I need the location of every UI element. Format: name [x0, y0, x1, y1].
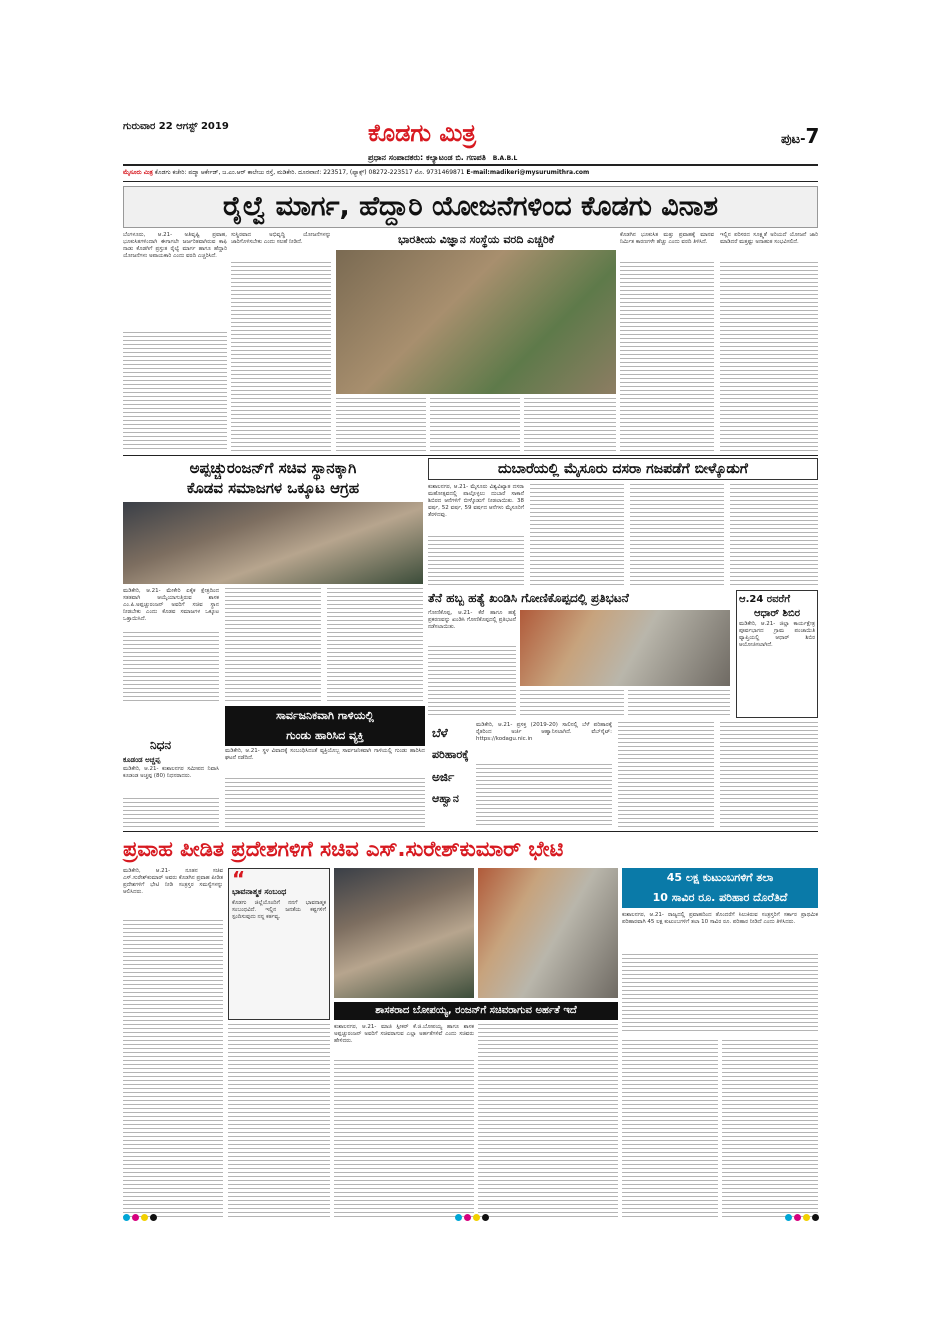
story2-headline	[123, 458, 423, 498]
crop-label-1: ಬೆಳೆ	[432, 726, 448, 740]
lead-col1: ಬೆಂಗಳೂರು, ಆ.21- ಅತಿವೃಷ್ಟಿ ಪ್ರವಾಹ, ಭೂಕುಸಿತಗಳಿಂದಾಗಿ ಈಗಾಗಲೇ ಜರ್ಜರಿತವಾಗಿರುವ ಕಾಫಿ ನಾಡು ಕೊಡಗಿಗೆ ಪ್ರಸ್ತುತ ರೈಲ್ವೆ ಮಾರ್ಗ ಹಾಗೂ ಹೆದ್ದಾರಿ ಯೋಜನೆಗಳು ಅಪಾಯಕಾರಿ ಎಂದು ವರದಿ ಎಚ್ಚರಿಸಿದೆ.	[123, 232, 227, 259]
register-dot-cyan-3	[785, 1214, 792, 1221]
contact-brand: ಮೈಸೂರು ಮಿತ್ರ	[123, 169, 153, 176]
quote-mark-icon: “	[232, 867, 246, 891]
lead-col2: ಸುಸ್ಥಿರವಾದ ಅಭಿವೃದ್ಧಿ ಯೋಜನೆಗಳನ್ನು ಜಾರಿಗೊಳಿಸಬೇಕು ಎಂದು ಸಲಹೆ ನೀಡಿದೆ.	[231, 232, 331, 245]
page-label-text: ಪುಟ-	[781, 132, 806, 147]
obit-text: ಮಡಿಕೇರಿ, ಆ.21- ಕುಶಾಲನಗರ ಸಮೀಪದ ನಿವಾಸಿ ಕೂಡಂಡ ಅಚ್ಚಪ್ಪ (80) ನಿಧನರಾದರು.	[123, 766, 219, 779]
crop-col3-body	[720, 722, 818, 828]
story4-col1-body	[428, 646, 516, 718]
story4-col2-body	[520, 690, 624, 718]
story7-col1-body	[622, 1040, 718, 1220]
story6-quote-title: ಭಾವನಾತ್ಮಕ ಸಂಬಂಧ	[232, 887, 287, 896]
aadhaar-headline-line1: ಆ.24 ರವರೆಗೆ	[739, 594, 791, 605]
story2-headline-line1: ಅಪ್ಪಚ್ಚುರಂಜನ್‌ಗೆ ಸಚಿವ ಸ್ಥಾನಕ್ಕಾಗಿ	[189, 459, 357, 477]
story5-body	[225, 778, 425, 828]
register-dot-yellow	[141, 1214, 148, 1221]
story6-photo-1	[334, 868, 474, 998]
page-number: 7	[805, 124, 820, 148]
aadhaar-box	[736, 590, 818, 718]
story4-col3-body	[628, 690, 730, 718]
page-label	[781, 124, 819, 148]
lead-landslide-photo	[336, 250, 616, 394]
register-dot-yellow-2	[473, 1214, 480, 1221]
story2-col2-body	[225, 588, 321, 702]
lead-col1-body	[123, 332, 227, 452]
story3-col1-body	[428, 536, 524, 586]
story5-headline-line2: ಗುಂಡು ಹಾರಿಸಿದ ವ್ಯಕ್ತಿ	[286, 729, 364, 742]
section-rule-1	[123, 455, 818, 456]
section-rule-2	[123, 831, 818, 832]
story7-text: ಕುಶಾಲನಗರ, ಆ.21- ರಾಜ್ಯದಲ್ಲಿ ಪ್ರವಾಹದಿಂದ ತೊಂದರೆಗೆ ಸಿಲುಕಿರುವ ಸಂತ್ರಸ್ತರಿಗೆ ಸರ್ಕಾರ ಪ್ರಾಥಮಿಕ ಪರಿಹಾರವಾಗಿ 45 ಲಕ್ಷ ಕುಟುಂಬಗಳಿಗೆ ತಲಾ 10 ಸಾವಿರ ರೂ. ಪರಿಹಾರ ನೀಡಿದೆ ಎಂದು ತಿಳಿಸಿದರು.	[622, 912, 818, 925]
story6-text: ಮಡಿಕೇರಿ, ಆ.21- ನೂತನ ಸಚಿವ ಎಸ್.ಸುರೇಶ್‌ಕುಮಾರ್ ಅವರು ಕೊಡಗಿನ ಪ್ರವಾಹ ಪೀಡಿತ ಪ್ರದೇಶಗಳಿಗೆ ಭೇಟಿ ನೀಡಿ ಸಂತ್ರಸ್ತರ ಸಮಸ್ಯೆಗಳನ್ನು ಆಲಿಸಿದರು.	[123, 868, 223, 895]
lead-headline-text: ರೈಲ್ವೆ ಮಾರ್ಗ, ಹೆದ್ದಾರಿ ಯೋಜನೆಗಳಿಂದ ಕೊಡಗು ವಿನಾಶ	[222, 191, 719, 222]
story6-col4-body	[478, 1024, 618, 1220]
lead-col3c-body	[524, 398, 616, 452]
lead-headline	[123, 186, 818, 228]
register-dot-magenta	[132, 1214, 139, 1221]
story7-headline-line1: 45 ಲಕ್ಷ ಕುಟುಂಬಗಳಿಗೆ ತಲಾ	[666, 871, 774, 884]
register-dot-black-2	[482, 1214, 489, 1221]
lead-kicker-text: ಭಾರತೀಯ ವಿಜ್ಞಾನ ಸಂಸ್ಥೆಯ ವರದಿ ಎಚ್ಚರಿಕೆ	[397, 233, 555, 246]
story4-headline	[428, 590, 728, 606]
story3-headline-text: ದುಬಾರೆಯಲ್ಲಿ ಮೈಸೂರು ದಸರಾ ಗಜಪಡೆಗೆ ಬೀಳ್ಕೊಡುಗೆ	[498, 461, 748, 477]
lead-col5-body	[720, 262, 818, 452]
aadhaar-text: ಮಡಿಕೇರಿ, ಆ.21- ಜಿಲ್ಲಾ ಕಾರ್ಯಕ್ಷೇತ್ರ ಪೂರ್ವಭಾಗದ ಗ್ರಾಮ ಪಂಚಾಯಿತಿ ವ್ಯಾಪ್ತಿಯಲ್ಲಿ ಆಧಾರ್ ಶಿಬಿರ ಆಯೋಜಿಸಲಾಗಿದೆ.	[739, 621, 815, 648]
story3-headline	[428, 458, 818, 480]
obit-body	[123, 798, 219, 828]
story6-headline	[123, 834, 818, 864]
crop-label-box	[432, 722, 472, 828]
story3-col3-body	[630, 484, 724, 586]
register-dot-magenta-3	[794, 1214, 801, 1221]
story6-caption	[334, 1002, 618, 1020]
contact-email: E-mail:madikeri@mysurumithra.com	[466, 169, 590, 176]
story2-meeting-photo	[123, 502, 423, 584]
lead-col2-body	[231, 262, 331, 452]
story7-headline-line2: 10 ಸಾವಿರ ರೂ. ಪರಿಹಾರ ದೊರೆತಿದೆ	[652, 891, 788, 904]
header-rule-bottom	[123, 181, 818, 182]
story2-col1-body	[123, 632, 219, 702]
story5-text: ಮಡಿಕೇರಿ, ಆ.21- ಸ್ಥಳ ವಿವಾದಕ್ಕೆ ಸಂಬಂಧಿಸಿದಂತೆ ವ್ಯಕ್ತಿಯೊಬ್ಬ ಸಾರ್ವಜನಿಕವಾಗಿ ಗಾಳಿಯಲ್ಲಿ ಗುಂಡು ಹಾರಿಸಿದ ಘಟನೆ ನಡೆದಿದೆ.	[225, 748, 425, 761]
story6-caption-text: ಶಾಸಕರಾದ ಬೋಪಯ್ಯ, ರಂಜನ್‌ಗೆ ಸಚಿವರಾಗುವ ಅರ್ಹತೆ ಇದೆ	[375, 1005, 577, 1016]
story6-col2-body	[228, 1024, 330, 1220]
story6-headline-text: ಪ್ರವಾಹ ಪೀಡಿತ ಪ್ರದೇಶಗಳಿಗೆ ಸಚಿವ ಎಸ್.ಸುರೇಶ್‌ಕುಮಾರ್ ಭೇಟಿ	[123, 837, 564, 861]
register-dot-cyan-2	[455, 1214, 462, 1221]
story3-col2-body	[530, 484, 624, 586]
masthead-title: ಕೊಡಗು ಮಿತ್ರ	[368, 118, 477, 147]
story6-col3-body	[334, 1060, 474, 1220]
lead-col5: ಇಲ್ಲಿನ ಪರಿಸರದ ಸೂಕ್ಷ್ಮತೆ ಅರಿಯದೆ ಯೋಜನೆ ಜಾರಿ ಮಾಡಿದರೆ ಮತ್ತಷ್ಟು ಅನಾಹುತ ಸಂಭವಿಸಲಿದೆ.	[720, 232, 818, 245]
story4-headline-text: ತೆನೆ ಹಬ್ಬ ಹತ್ಯೆ ಖಂಡಿಸಿ ಗೋಣಿಕೊಪ್ಪದಲ್ಲಿ ಪ್ರತಿಭಟನೆ	[428, 591, 629, 605]
editor-line	[368, 153, 517, 163]
story6-quote-text: ಕೊಡಗು ಜಿಲ್ಲೆಯೊಂದಿಗೆ ನನಗೆ ಭಾವನಾತ್ಮಕ ಸಂಬಂಧವಿದೆ. ಇಲ್ಲಿನ ಜನತೆಯ ಕಷ್ಟಗಳಿಗೆ ಸ್ಪಂದಿಸುವುದು ನನ್ನ ಕರ್ತವ್ಯ.	[232, 900, 326, 920]
lead-col3b-body	[430, 398, 520, 452]
story7-body	[622, 954, 818, 1034]
story5-headline	[225, 706, 425, 746]
register-dot-black-3	[812, 1214, 819, 1221]
story3-col4-body	[730, 484, 818, 586]
crop-label-4: ಆಹ್ವಾನ	[432, 792, 459, 805]
editor-degree: B.A.B.L	[492, 155, 518, 162]
register-dot-yellow-3	[803, 1214, 810, 1221]
contact-bar	[123, 167, 818, 179]
story6-col1-body	[123, 920, 223, 1220]
editor-name: ಪ್ರಧಾನ ಸಂಪಾದಕರು: ಕಲ್ಯಾಟಂಡ ಬಿ. ಗಣಪತಿ	[368, 153, 486, 162]
register-dot-magenta-2	[464, 1214, 471, 1221]
crop-text: ಮಡಿಕೇರಿ, ಆ.21- ಪ್ರಸಕ್ತ (2019-20) ಸಾಲಿನಲ್ಲಿ ಬೆಳೆ ಪರಿಹಾರಕ್ಕೆ ರೈತರಿಂದ ಅರ್ಜಿ ಆಹ್ವಾನಿಸಲಾಗಿದೆ. ವೆಬ್‌ಸೈಟ್: https://kodagu.nic.in	[476, 722, 612, 742]
story2-text: ಮಡಿಕೇರಿ, ಆ.21- ಮೇಕೇರಿ ಏಕೈಕ ಕ್ಷೇತ್ರದಿಂದ ಸತತವಾಗಿ ಆಯ್ಕೆಯಾಗುತ್ತಿರುವ ಶಾಸಕ ಎಂ.ಪಿ.ಅಪ್ಪಚ್ಚುರಂಜನ್ ಅವರಿಗೆ ಸಚಿವ ಸ್ಥಾನ ನೀಡಬೇಕು ಎಂದು ಕೊಡವ ಸಮಾಜಗಳ ಒಕ್ಕೂಟ ಒತ್ತಾಯಿಸಿದೆ.	[123, 588, 219, 622]
story6-photo-2	[478, 868, 618, 998]
story4-text: ಗೋಣಿಕೊಪ್ಪ, ಆ.21- ಕೆರೆ ಹಾಗೂ ಹತ್ಯೆ ಪ್ರಕರಣವನ್ನು ಖಂಡಿಸಿ ಗೋಣಿಕೊಪ್ಪದಲ್ಲಿ ಪ್ರತಿಭಟನೆ ನಡೆಸಲಾಯಿತು.	[428, 610, 516, 630]
lead-col4-body	[620, 262, 714, 452]
story2-col3-body	[327, 588, 423, 702]
story4-protest-photo	[520, 610, 730, 686]
crop-col1-body	[476, 764, 612, 828]
story5-headline-line1: ಸಾರ್ವಜನಿಕವಾಗಿ ಗಾಳಿಯಲ್ಲಿ	[276, 709, 374, 722]
story6-caption-body: ಕುಶಾಲನಗರ, ಆ.21- ಮಾಜಿ ಸ್ಪೀಕರ್ ಕೆ.ಜಿ.ಬೋಪಯ್ಯ ಹಾಗೂ ಶಾಸಕ ಅಪ್ಪಚ್ಚುರಂಜನ್ ಅವರಿಗೆ ಸಚಿವರಾಗುವ ಎಲ್ಲಾ ಅರ್ಹತೆಗಳಿವೆ ಎಂದು ಸಚಿವರು ಹೇಳಿದರು.	[334, 1024, 474, 1044]
lead-col4: ಕೊಡಗಿನ ಭೂಕುಸಿತ ಮತ್ತು ಪ್ರವಾಹಕ್ಕೆ ಮಾನವ ನಿರ್ಮಿತ ಕಾರಣಗಳೇ ಹೆಚ್ಚು ಎಂದು ವರದಿ ತಿಳಿಸಿದೆ.	[620, 232, 714, 245]
story6-quote-box	[228, 868, 330, 1020]
contact-text: ಕೊಡಗು ಕಚೇರಿ: ಪದ್ಮಾ ಆರ್ಕೇಡ್, ಜ.ಎಂ.ಆರ್ ಕಾಲೇಜು ರಸ್ತೆ, ಮಡಿಕೇರಿ. ದೂರವಾಣಿ: 223517, (ಫ್ಯಾಕ್ಸ್) 08272-223517 ಮೊ. 9731469871	[154, 169, 465, 176]
story2-headline-line2: ಕೊಡವ ಸಮಾಜಗಳ ಒಕ್ಕೂಟ ಆಗ್ರಹ	[186, 479, 360, 497]
story3-text: ಕುಶಾಲನಗರ, ಆ.21- ಮೈಸೂರು ವಿಶ್ವವಿಖ್ಯಾತ ದಸರಾ ಮಹೋತ್ಸವದಲ್ಲಿ ಪಾಲ್ಗೊಳ್ಳಲು ದುಬಾರೆ ಸಾಕಾನೆ ಶಿಬಿರದ ಆನೆಗಳಿಗೆ ಬೀಳ್ಕೊಡುಗೆ ನೀಡಲಾಯಿತು. 38 ವರ್ಷ, 52 ವರ್ಷ, 59 ವರ್ಷದ ಆನೆಗಳು ಮೈಸೂರಿಗೆ ತೆರಳಿದವು.	[428, 484, 524, 518]
lead-col3-body	[336, 398, 426, 452]
register-dot-black	[150, 1214, 157, 1221]
lead-kicker	[336, 232, 616, 248]
story7-col2-body	[722, 1040, 818, 1220]
register-dot-cyan	[123, 1214, 130, 1221]
page-date: ಗುರುವಾರ 22 ಆಗಸ್ಟ್ 2019	[123, 121, 229, 132]
obit-heading: ನಿಧನ	[150, 738, 172, 752]
crop-label-2: ಪರಿಹಾರಕ್ಕೆ	[432, 748, 469, 761]
aadhaar-headline-line2: ಆಧಾರ್ ಶಿಬಿರ	[753, 608, 801, 619]
obit-name: ಕೂಡಂಡ ಅಚ್ಚಪ್ಪ	[123, 756, 161, 764]
story7-headline	[622, 868, 818, 908]
crop-col2-body	[618, 722, 714, 828]
crop-label-3: ಅರ್ಜಿ	[432, 770, 455, 784]
header-rule	[123, 164, 818, 166]
